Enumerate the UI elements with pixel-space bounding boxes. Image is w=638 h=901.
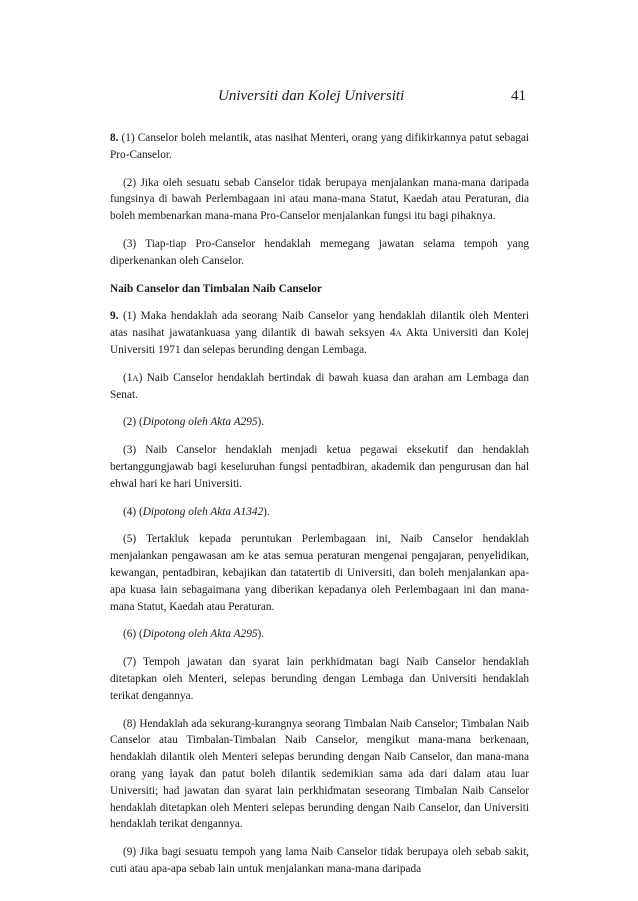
document-body: [110, 130, 529, 889]
section-9-subsection-3: (3) Naib Canselor hendaklah menjadi ketua pegawai eksekutif dan hendaklah bertanggungjawab bagi keseluruhan fungsi pentadbiran, akademik dan pengurusan dan hal ehwal hari ke hari Universiti.: [110, 444, 529, 490]
running-header: [0, 88, 638, 110]
section-8-subsection-1-text: (1) Canselor boleh melantik, atas nasihat Menteri, orang yang difikirkannya patut sebagai Pro-Canselor.: [110, 132, 530, 161]
subsection-4-post: ).: [263, 505, 270, 518]
section-9-subsection-1-smallcaps: A: [395, 328, 402, 339]
section-9-subsection-5: (5) Tertakluk kepada peruntukan Perlembagaan ini, Naib Canselor hendaklah menjalankan pengawasan am ke atas semua peraturan mengenai pengajaran, penyelidikan, kewangan, pentadbiran, kebajikan dan tatatertib di Universiti, dan boleh menjalankan apa-apa kuasa lain sebagaimana yang diberikan kepadanya oleh Perlembagaan ini dan mana-mana Statut, Kaedah atau Peraturan.: [110, 533, 529, 613]
subsection-1a-open: (1: [123, 371, 133, 384]
section-8-subsection-2: (2) Jika oleh sesuatu sebab Canselor tidak berupaya menjalankan mana-mana daripada fungsinya di bawah Perlembagaan ini atau mana-mana Statut, Kaedah atau Peraturan, dia boleh membenarkan mana-mana Pro-Canselor menjalankan fungsi itu bagi pihaknya.: [110, 176, 529, 223]
section-9-subsection-1-text: (1) Maka hendaklah ada seorang Naib Canselor yang hendaklah dilantik oleh Menteri atas nasihat jawatankuasa yang dilantik di bawah seksyen 4: [110, 310, 529, 340]
section-9-subsection-8: (8) Hendaklah ada sekurang-kurangnya seorang Timbalan Naib Canselor; Timbalan Naib Canselor atau Timbalan-Timbalan Naib Canselor, mengikut mana-mana berkenaan, hendaklah dilantik oleh Menteri selepas berunding dengan Naib Canselor, dan mana-mana orang yang layak dan patut boleh dilantik sedemikian sama ada dari dalam atau luar Universiti; had jawatan dan syarat lain perkhidmatan seseorang Timbalan Naib Canselor hendaklah ditetapkan oleh Menteri selepas berunding dengan Naib Canselor, dan Universiti hendaklah terikat dengannya.: [110, 717, 529, 831]
header-title: Universiti dan Kolej Universiti: [218, 88, 405, 104]
section-9-subsection-2: [110, 414, 529, 431]
subsection-6-deleted-note: Dipotong oleh Akta A295: [142, 628, 258, 641]
section-9-subsection-6: [110, 626, 529, 643]
page-number: 41: [511, 88, 526, 104]
section-9-number: 9.: [110, 310, 119, 323]
section-heading: Naib Canselor dan Timbalan Naib Canselor: [110, 282, 322, 295]
section-9-subsection-4: [110, 504, 529, 521]
subsection-1a-smallcaps: A: [132, 372, 139, 383]
subsection-6-pre: (6) (: [123, 628, 143, 641]
subsection-6-post: ).: [257, 628, 265, 641]
subsection-1a-text: ) Naib Canselor hendaklah bertindak di bawah kuasa dan arahan am Lembaga dan Senat.: [110, 371, 529, 401]
section-9-subsection-9: (9) Jika bagi sesuatu tempoh yang lama Naib Canselor tidak berupaya oleh sebab sakit, cuti atau apa-apa sebab lain untuk menjalankan mana-mana daripada: [110, 846, 529, 875]
section-9-subsection-1-text-2: Akta Universiti dan Kolej Universiti 1971 dan selepas berunding dengan Lembaga.: [110, 327, 529, 356]
section-8-subsection-1: [110, 130, 529, 164]
subsection-2-post: ).: [257, 416, 265, 429]
subsection-4-deleted-note: Dipotong oleh Akta A1342: [142, 505, 264, 518]
section-9-subsection-7: (7) Tempoh jawatan dan syarat lain perkhidmatan bagi Naib Canselor hendaklah ditetapkan oleh Menteri, selepas berunding dengan Lembaga dan Universiti hendaklah terikat dengannya.: [110, 656, 529, 702]
section-8-number: 8.: [110, 132, 119, 144]
section-9-subsection-1: [110, 308, 529, 358]
subsection-2-pre: (2) (: [123, 416, 143, 429]
section-9-subsection-1a: [110, 370, 529, 404]
subsection-2-deleted-note: Dipotong oleh Akta A295: [142, 416, 258, 429]
section-8-subsection-3: (3) Tiap-tiap Pro-Canselor hendaklah memegang jawatan selama tempoh yang diperkenankan oleh Canselor.: [110, 237, 529, 267]
subsection-4-pre: (4) (: [123, 505, 143, 518]
